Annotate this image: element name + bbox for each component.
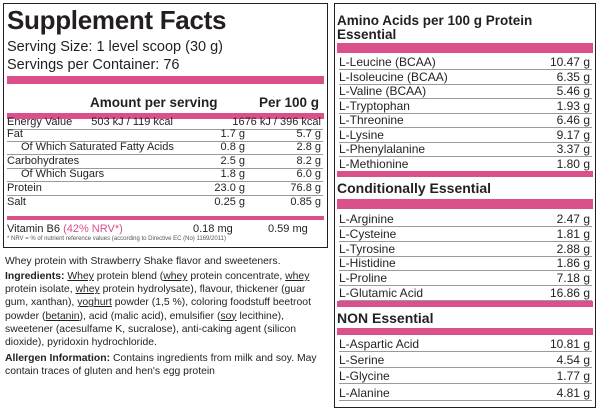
amino-value: 4.54 g <box>556 353 590 368</box>
amino-row <box>339 99 592 114</box>
amino-name: L-Arginine <box>339 212 394 226</box>
accent-bar-conditional-top <box>337 171 593 177</box>
accent-bar-non <box>337 328 593 335</box>
amount-per-serving-header: Amount per serving <box>90 95 218 110</box>
vitamin-per100: 0.59 mg <box>268 223 308 235</box>
amino-name: L-Glutamic Acid <box>339 286 424 300</box>
vitamin-row <box>7 223 323 236</box>
amino-value: 6.46 g <box>556 113 590 127</box>
nutrition-row <box>7 141 323 154</box>
amino-row <box>339 369 592 384</box>
amino-row <box>339 55 592 70</box>
allergen-word: betanin <box>45 310 80 322</box>
facts-title: Supplement Facts <box>7 5 227 35</box>
amino-value: 10.47 g <box>549 55 590 69</box>
amino-row <box>339 84 592 99</box>
nutrient-label: Of Which Saturated Fatty Acids <box>21 141 174 153</box>
ingredients-fragment: protein isolate, <box>5 284 76 296</box>
allergen-word: whey <box>163 271 188 282</box>
conditional-title: Conditionally Essential <box>337 180 492 196</box>
nutrient-per-100g: 1676 kJ / 396 kcal <box>232 116 321 128</box>
nutrient-per-serving: 0.25 g <box>214 196 245 208</box>
amino-value: 2.88 g <box>556 241 590 256</box>
allergen-text: Contains ingredients from milk and soy. May contain traces of gluten and hen's egg protein <box>5 353 317 378</box>
amino-row <box>339 271 592 286</box>
nrv-footnote: * NRV = % of nutrient reference values (according to Directive EC (No) 1169/2011) <box>7 236 226 242</box>
ingredients-fragment: protein concentrate, <box>187 271 286 282</box>
allergen-block <box>5 352 328 378</box>
amino-name: L-Methionine <box>339 156 409 171</box>
nutrient-per-serving: 23.0 g <box>214 182 245 194</box>
amino-value: 16.86 g <box>549 286 590 300</box>
nutrient-per-100g: 76.8 g <box>290 182 321 194</box>
nutrition-row <box>7 155 323 168</box>
amino-value: 1.77 g <box>556 369 590 384</box>
nutrient-per-100g: 0.85 g <box>290 196 321 208</box>
servings-per-container: Servings per Container: 76 <box>7 57 180 73</box>
accent-bar-bottom <box>7 216 324 220</box>
allergen-word: yoghurt <box>77 297 112 309</box>
accent-bar-essential <box>337 43 593 53</box>
amino-name: L-Leucine (BCAA) <box>339 55 436 69</box>
nutrient-per-serving: 503 kJ / 119 kcal <box>91 116 173 128</box>
amino-name: L-Tyrosine <box>339 241 396 256</box>
non-essential-title: NON Essential <box>337 310 434 326</box>
amino-value: 1.93 g <box>556 98 590 113</box>
vitamin-nrv: (42% NRV*) <box>63 223 123 235</box>
nutrition-row <box>7 182 323 195</box>
amino-name: L-Histidine <box>339 256 396 271</box>
ingredients-fragment: ), acid (malic acid), emulsifier ( <box>79 310 221 322</box>
amino-name: L-Isoleucine (BCAA) <box>339 69 448 84</box>
ingredients-fragment: protein blend ( <box>93 271 164 282</box>
amino-value: 1.80 g <box>556 156 590 171</box>
nutrient-label: Fat <box>7 128 23 140</box>
ingredients-text <box>5 271 311 348</box>
ingredients-fragment: powder (1,5 %), coloring foodstuff beetroot powder ( <box>5 297 311 322</box>
amino-row <box>339 70 592 85</box>
nutrient-per-serving: 1.7 g <box>220 128 245 140</box>
nutrient-per-100g: 6.0 g <box>296 168 321 180</box>
amino-row <box>339 242 592 257</box>
nutrient-per-serving: 0.8 g <box>220 141 245 153</box>
amino-value: 5.46 g <box>556 84 590 98</box>
accent-bar-top <box>7 76 324 84</box>
amino-value: 4.81 g <box>556 385 590 400</box>
amino-value: 6.35 g <box>556 69 590 84</box>
amino-name: L-Aspartic Acid <box>339 337 420 351</box>
amino-name: L-Glycine <box>339 369 390 384</box>
amino-row <box>339 113 592 128</box>
amino-row <box>339 212 592 227</box>
amino-value: 7.18 g <box>556 271 590 286</box>
amino-name: L-Phenylalanine <box>339 142 426 156</box>
amino-name: L-Serine <box>339 353 385 368</box>
amino-name: L-Tryptophan <box>339 98 410 113</box>
nutrient-label: Of Which Sugars <box>21 168 105 180</box>
amino-value: 1.81 g <box>556 226 590 241</box>
nutrition-row <box>7 196 323 209</box>
amino-row <box>339 128 592 143</box>
allergen-word: soy <box>220 310 237 322</box>
amino-name: L-Valine (BCAA) <box>339 84 427 98</box>
nutrient-label: Protein <box>7 182 42 194</box>
ingredients-fragment: lecithine), sweetener (acesulfame K, sucralose), anti-caking agent (silicon dioxide), pyridoxin hydrochloride. <box>5 310 297 349</box>
per-100g-header: Per 100 g <box>259 95 320 110</box>
amino-row <box>339 227 592 242</box>
nutrition-row <box>7 128 323 141</box>
amino-name: L-Lysine <box>339 127 384 142</box>
amino-row <box>339 142 592 157</box>
product-description: Whey protein with Strawberry Shake flavor and sweeteners. <box>5 256 281 267</box>
amino-name: L-Threonine <box>339 113 404 127</box>
nutrient-per-100g: 2.8 g <box>296 141 321 153</box>
nutrient-per-100g: 8.2 g <box>296 155 321 167</box>
serving-size: Serving Size: 1 level scoop (30 g) <box>7 39 223 55</box>
ingredients-block <box>5 270 328 349</box>
nutrient-per-serving: 2.5 g <box>220 155 245 167</box>
vitamin-label: Vitamin B6 <box>7 223 60 235</box>
ingredients-label: Ingredients: <box>5 271 65 282</box>
amino-row <box>339 256 592 271</box>
amino-row <box>339 337 592 352</box>
amino-name: L-Cysteine <box>339 226 397 241</box>
nutrient-label: Carbohydrates <box>7 155 80 167</box>
amino-row <box>339 353 592 368</box>
amino-title: Amino Acids per 100 g Protein <box>337 13 533 28</box>
amino-row <box>339 286 592 301</box>
vitamin-serving: 0.18 mg <box>193 223 233 235</box>
nutrient-per-100g: 5.7 g <box>296 128 321 140</box>
nutrient-label: Energy Value <box>7 116 73 128</box>
nutrition-row <box>7 168 323 181</box>
amino-value: 9.17 g <box>556 127 590 142</box>
ingredients-fragment: protein hydrolysate), flavour, thickener (guar gum, xanthan), <box>5 284 306 309</box>
allergen-word: whey <box>285 271 310 282</box>
essential-title: Essential <box>337 27 397 42</box>
allergen-word: whey <box>75 284 100 296</box>
accent-bar-non-top <box>337 301 593 307</box>
amino-name: L-Alanine <box>339 385 390 400</box>
nutrient-label: Salt <box>7 196 26 208</box>
allergen-label: Allergen Information: <box>5 353 111 364</box>
amino-value: 3.37 g <box>556 142 590 156</box>
amino-row <box>339 157 592 172</box>
amino-value: 2.47 g <box>556 212 590 226</box>
amino-row <box>339 386 592 401</box>
amino-value: 1.86 g <box>556 256 590 271</box>
amino-name: L-Proline <box>339 271 388 286</box>
accent-bar-conditional <box>337 199 593 209</box>
nutrient-per-serving: 1.8 g <box>220 168 245 180</box>
amino-value: 10.81 g <box>549 337 590 351</box>
allergen-word: Whey <box>67 271 94 282</box>
